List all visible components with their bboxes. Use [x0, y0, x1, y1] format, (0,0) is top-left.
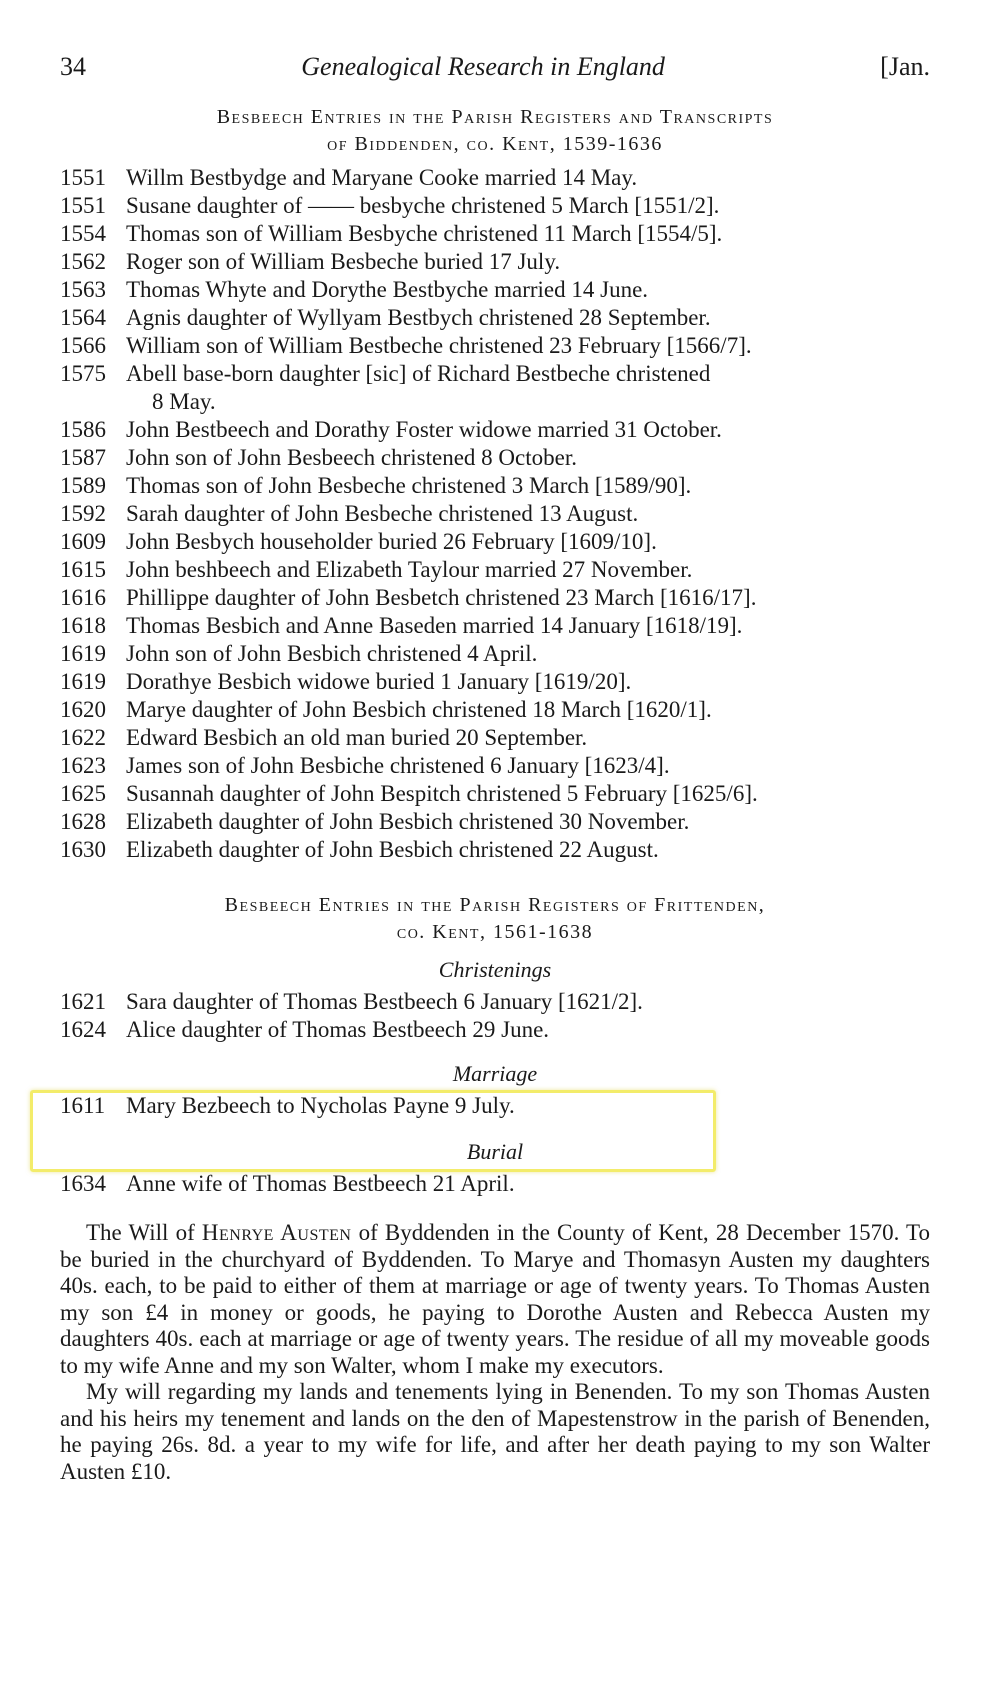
entry-year: 1623 [60, 753, 106, 778]
marriage-subheading: Marriage [452, 1061, 538, 1086]
register-entry [60, 696, 930, 724]
entry-year: 1618 [60, 613, 106, 638]
page [60, 52, 930, 1485]
entry-year: 1620 [60, 697, 106, 722]
entry-year: 1634 [60, 1171, 106, 1196]
christenings-subheading: Christenings [438, 957, 552, 982]
entry-text: Sara daughter of Thomas Bestbeech 6 January [1621/2]. [126, 989, 643, 1014]
register-entry [60, 388, 930, 416]
entry-year: 1587 [60, 445, 106, 470]
register-entry [60, 444, 930, 472]
register-entry [60, 360, 930, 388]
entry-year: 1564 [60, 305, 106, 330]
section-spacer [60, 864, 930, 892]
register-entry [60, 248, 930, 276]
entry-text: Thomas son of William Besbyche christened 11 March [1554/5]. [126, 221, 723, 246]
register-entry [60, 752, 930, 780]
register-entry [60, 500, 930, 528]
entry-text: Dorathye Besbich widowe buried 1 January [1619/20]. [126, 669, 632, 694]
register-entry [60, 192, 930, 220]
running-title: Genealogical Research in England [301, 52, 665, 81]
will-text [60, 1220, 930, 1485]
entry-text: Thomas son of John Besbeche christened 3 March [1589/90]. [126, 473, 692, 498]
christenings-entries [60, 988, 930, 1044]
register-entry [60, 1170, 930, 1198]
entry-text: Marye daughter of John Besbich christened 18 March [1620/1]. [126, 697, 712, 722]
entry-year: 1625 [60, 781, 106, 806]
register-entry [60, 1016, 930, 1044]
biddenden-heading-line1: Besbeech Entries in the Parish Registers and Transcripts [216, 106, 774, 128]
entry-year: 1611 [60, 1093, 106, 1118]
entry-year: 1616 [60, 585, 106, 610]
testator-name: Henrye Austen [201, 1220, 352, 1245]
entry-text: Sarah daughter of John Besbeche christened 13 August. [126, 501, 639, 526]
entry-text: Susannah daughter of John Bespitch christened 5 February [1625/6]. [126, 781, 758, 806]
register-entry [60, 472, 930, 500]
entry-text: Edward Besbich an old man buried 20 September. [126, 725, 588, 750]
entry-text: Thomas Besbich and Anne Baseden married 14 January [1618/19]. [126, 613, 743, 638]
biddenden-entries [60, 164, 930, 864]
entry-year: 1563 [60, 277, 106, 302]
register-entry [60, 584, 930, 612]
register-entry [60, 220, 930, 248]
will-paragraph-1 [60, 1220, 930, 1379]
entry-year [60, 388, 126, 416]
entry-text: Phillippe daughter of John Besbetch christened 23 March [1616/17]. [126, 585, 757, 610]
will-paragraph-2: My will regarding my lands and tenements lying in Benenden. To my son Thomas Austen and his heirs my tenement and lands on the den of Mapestenstrow in the parish of Benenden, he paying 26s. 8d. a year to my wife for life, and after her death paying to my son Walter Austen £10. [60, 1379, 930, 1484]
will-intro: The Will of [86, 1220, 202, 1245]
entry-text: Elizabeth daughter of John Besbich christened 22 August. [126, 837, 659, 862]
register-entry [60, 1092, 930, 1120]
entry-year: 1619 [60, 641, 106, 666]
entry-text: Alice daughter of Thomas Bestbeech 29 June. [126, 1017, 550, 1042]
entry-text: 8 May. [152, 389, 216, 414]
will-paragraph-1-rest: of Byddenden in the County of Kent, 28 December 1570. To be buried in the churchyard of Byddenden. To Marye and Thomasyn Austen my daughters 40s. each, to be paid to either of them at marriage or age of twenty years. To Thomas Austen my son £4 in money or goods, he paying to Dorothe Austen and Rebecca Austen my daughters 40s. each at marriage or age of twenty years. The residue of all my moveable goods to my wife Anne and my son Walter, whom I make my executors. [60, 1220, 930, 1378]
entry-text: John Bestbeech and Dorathy Foster widowe married 31 October. [126, 417, 722, 442]
entry-year: 1592 [60, 501, 106, 526]
entry-year: 1630 [60, 837, 106, 862]
burial-subheading: Burial [466, 1139, 524, 1164]
register-entry [60, 304, 930, 332]
running-month: [Jan. [880, 52, 930, 81]
frittenden-heading-line2: co. Kent, 1561-1638 [396, 921, 594, 943]
entry-text: Thomas Whyte and Dorythe Bestbyche married 14 June. [126, 277, 649, 302]
entry-text: Susane daughter of —— besbyche christened 5 March [1551/2]. [126, 193, 720, 218]
entry-year: 1575 [60, 361, 106, 386]
entry-text: Abell base-born daughter [sic] of Richard Bestbeche christened [126, 361, 711, 386]
register-entry [60, 164, 930, 192]
marriage-entries [60, 1092, 930, 1120]
register-entry [60, 640, 930, 668]
frittenden-heading [60, 892, 930, 946]
running-head [60, 52, 930, 82]
entry-year: 1551 [60, 165, 106, 190]
entry-year: 1609 [60, 529, 106, 554]
entry-year: 1586 [60, 417, 106, 442]
register-entry [60, 988, 930, 1016]
entry-year: 1619 [60, 669, 106, 694]
entry-year: 1589 [60, 473, 106, 498]
entry-year: 1562 [60, 249, 106, 274]
entry-year: 1566 [60, 333, 106, 358]
entry-year: 1624 [60, 1017, 106, 1042]
register-entry [60, 276, 930, 304]
frittenden-heading-line1: Besbeech Entries in the Parish Registers of Frittenden, [224, 894, 766, 916]
entry-text: Agnis daughter of Wyllyam Bestbych christened 28 September. [126, 305, 711, 330]
register-entry [60, 612, 930, 640]
entry-text: James son of John Besbiche christened 6 January [1623/4]. [126, 753, 670, 778]
register-entry [60, 332, 930, 360]
entry-text: Anne wife of Thomas Bestbeech 21 April. [126, 1171, 515, 1196]
entry-text: Roger son of William Besbeche buried 17 July. [126, 249, 561, 274]
register-entry [60, 808, 930, 836]
entry-text: John beshbeech and Elizabeth Taylour married 27 November. [126, 557, 693, 582]
biddenden-heading [60, 104, 930, 158]
page-number: 34 [60, 52, 86, 81]
entry-text: John son of John Besbeech christened 8 October. [126, 445, 577, 470]
entry-text: John son of John Besbich christened 4 April. [126, 641, 538, 666]
register-entry [60, 528, 930, 556]
register-entry [60, 724, 930, 752]
register-entry [60, 836, 930, 864]
entry-year: 1554 [60, 221, 106, 246]
burial-entries [60, 1170, 930, 1198]
entry-text: William son of William Bestbeche christened 23 February [1566/7]. [126, 333, 752, 358]
entry-year: 1622 [60, 725, 106, 750]
entry-text: Mary Bezbeech to Nycholas Payne 9 July. [126, 1093, 515, 1118]
entry-year: 1621 [60, 989, 106, 1014]
register-entry [60, 780, 930, 808]
register-entry [60, 556, 930, 584]
entry-year: 1615 [60, 557, 106, 582]
entry-text: John Besbych householder buried 26 February [1609/10]. [126, 529, 657, 554]
register-entry [60, 416, 930, 444]
entry-year: 1628 [60, 809, 106, 834]
biddenden-heading-line2: of Biddenden, co. Kent, 1539-1636 [327, 133, 663, 155]
entry-text: Elizabeth daughter of John Besbich christened 30 November. [126, 809, 690, 834]
entry-year: 1551 [60, 193, 106, 218]
entry-text: Willm Bestbydge and Maryane Cooke married 14 May. [126, 165, 638, 190]
register-entry [60, 668, 930, 696]
